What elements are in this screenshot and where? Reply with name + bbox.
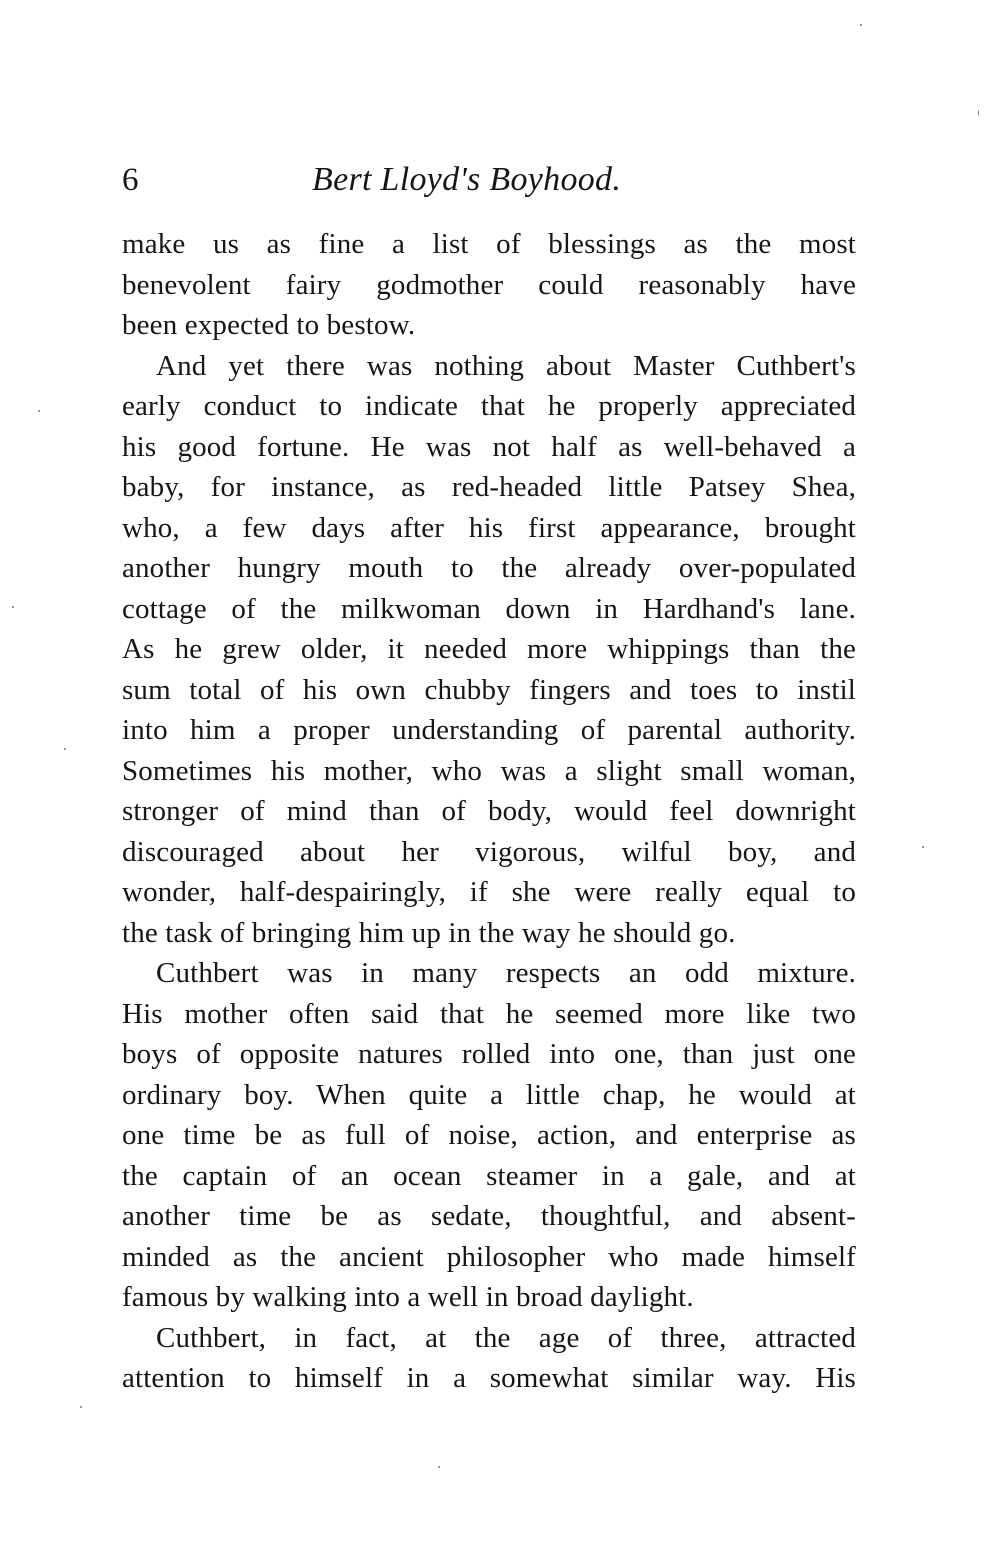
- text-line: into him a proper understanding of parental authority.: [122, 714, 856, 746]
- text-line: cottage of the milkwoman down in Hardhand's lane.: [122, 592, 856, 625]
- text-line: discouraged about her vigorous, wilful boy, and: [122, 835, 856, 868]
- scan-speck: [38, 410, 40, 412]
- text-line: who, a few days after his first appearance, brought: [122, 511, 856, 544]
- text-line: another hungry mouth to the already over-populated: [122, 552, 856, 584]
- paragraph: [122, 1318, 856, 1399]
- text-line: early conduct to indicate that he properly appreciated: [122, 390, 856, 422]
- text-line: baby, for instance, as red-headed little Patsey Shea,: [122, 471, 856, 503]
- text-line: stronger of mind than of body, would feel downright: [122, 795, 856, 827]
- text-line: ordinary boy. When quite a little chap, he would at: [122, 1078, 856, 1111]
- text-line: minded as the ancient philosopher who made himself: [122, 1240, 856, 1273]
- text-line: And yet there was nothing about Master Cuthbert's: [156, 349, 856, 382]
- text-line: the captain of an ocean steamer in a gale, and at: [122, 1159, 856, 1192]
- text-line: Cuthbert, in fact, at the age of three, attracted: [156, 1321, 856, 1354]
- text-line: his good fortune. He was not half as well-behaved a: [122, 430, 856, 463]
- page-number: 6: [122, 162, 139, 198]
- scan-speck: [922, 846, 924, 848]
- text-line: famous by walking into a well in broad daylight.: [122, 1281, 694, 1313]
- text-line: been expected to bestow.: [122, 309, 416, 341]
- running-title: Bert Lloyd's Boyhood.: [312, 161, 622, 198]
- paragraph: [122, 953, 856, 1318]
- text-line: His mother often said that he seemed more like two: [122, 997, 856, 1030]
- text-line: sum total of his own chubby fingers and toes to instil: [122, 673, 856, 706]
- text-line: boys of opposite natures rolled into one, than just one: [122, 1038, 856, 1070]
- text-line: As he grew older, it needed more whippings than the: [122, 633, 856, 665]
- scan-speck: [80, 1406, 82, 1408]
- scan-speck: [12, 606, 14, 608]
- text-line: attention to himself in a somewhat similar way. His: [122, 1362, 856, 1394]
- scan-speck: [978, 110, 979, 116]
- text-line: one time be as full of noise, action, and enterprise as: [122, 1119, 856, 1151]
- paragraph: [122, 346, 856, 954]
- text-line: make us as fine a list of blessings as the most: [122, 228, 856, 260]
- scan-speck: [860, 24, 862, 26]
- body-text: [122, 224, 856, 1399]
- text-line: benevolent fairy godmother could reasonably have: [122, 268, 856, 301]
- scan-speck: [64, 748, 66, 750]
- text-line: Cuthbert was in many respects an odd mixture.: [156, 957, 856, 989]
- scan-speck: [438, 1466, 440, 1468]
- page-header: [122, 158, 858, 208]
- text-line: Sometimes his mother, who was a slight small woman,: [122, 754, 856, 787]
- text-line: wonder, half-despairingly, if she were really equal to: [122, 876, 856, 908]
- paragraph: [122, 224, 856, 346]
- text-line: the task of bringing him up in the way he should go.: [122, 916, 736, 949]
- text-line: another time be as sedate, thoughtful, and absent-: [122, 1200, 856, 1232]
